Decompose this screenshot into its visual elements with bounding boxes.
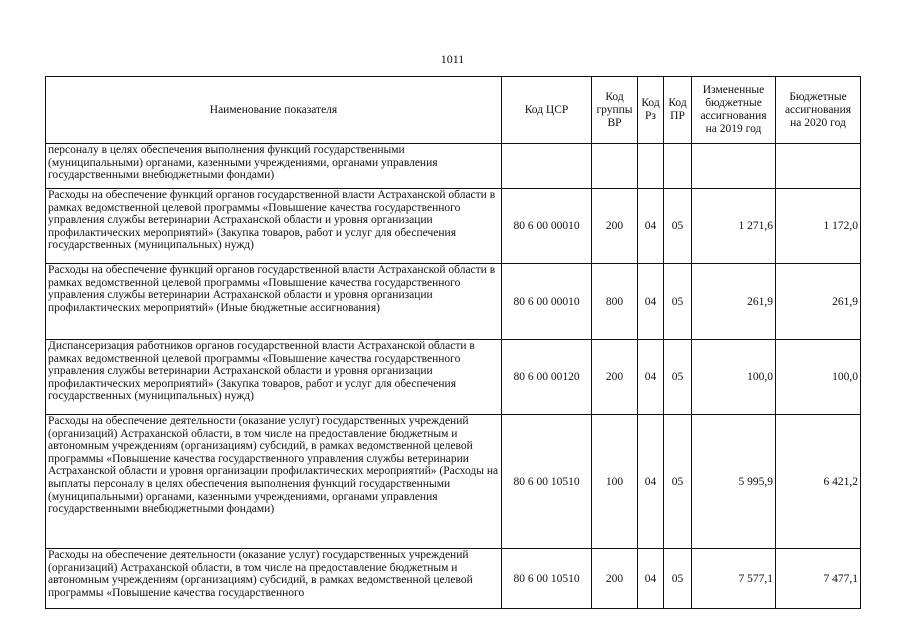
row-csr: 80 6 00 00010 xyxy=(502,264,592,340)
page-number: 1011 xyxy=(440,52,465,66)
header-2019: Измененные бюджетные ассигнования на 2019 год xyxy=(692,77,776,144)
header-rz: Код Рз xyxy=(638,77,664,144)
row-vr: 200 xyxy=(592,549,638,609)
row-2020: 7 477,1 xyxy=(776,549,861,609)
budget-table xyxy=(45,76,861,609)
header-vr: Код группы ВР xyxy=(592,77,638,144)
row-pr: 05 xyxy=(664,415,692,549)
table-row xyxy=(46,189,861,264)
table-row xyxy=(46,549,861,609)
row-rz: 04 xyxy=(638,264,664,340)
row-csr: 80 6 00 10510 xyxy=(502,549,592,609)
row-vr: 200 xyxy=(592,189,638,264)
row-rz: 04 xyxy=(638,189,664,264)
row-2020: 261,9 xyxy=(776,264,861,340)
row-csr: 80 6 00 00120 xyxy=(502,340,592,415)
header-pr: Код ПР xyxy=(664,77,692,144)
table-row xyxy=(46,340,861,415)
row-2019: 5 995,9 xyxy=(692,415,776,549)
row-2019: 7 577,1 xyxy=(692,549,776,609)
row-name: Расходы на обеспечение функций органов государственной власти Астраханской области в рамках ведомственной целевой программы «Повышение качества государственного управления службы ветеринарии Астраханской области и уровня организации профилактических мероприятий» (Закупка товаров, работ и услуг для обеспечения государственных (муниципальных) нужд) xyxy=(46,189,502,264)
row-rz: 04 xyxy=(638,415,664,549)
row-name: Расходы на обеспечение деятельности (оказание услуг) государственных учреждений (организаций) Астраханской области, в том числе на предоставление бюджетным и автономным учреждениям (организациям) субсидий, в рамках ведомственной целевой программы «Повышение качества государственного xyxy=(46,549,502,609)
row-pr: 05 xyxy=(664,549,692,609)
row-pr: 05 xyxy=(664,264,692,340)
row-vr: 100 xyxy=(592,415,638,549)
row-2020: 100,0 xyxy=(776,340,861,415)
header-2020: Бюджетные ассигнования на 2020 год xyxy=(776,77,861,144)
row-2019: 261,9 xyxy=(692,264,776,340)
row-pr: 05 xyxy=(664,189,692,264)
row-vr: 200 xyxy=(592,340,638,415)
row-pr: 05 xyxy=(664,340,692,415)
header-csr: Код ЦСР xyxy=(502,77,592,144)
row-name: Расходы на обеспечение деятельности (оказание услуг) государственных учреждений (организаций) Астраханской области, в том числе на предоставление бюджетным и автономным учреждениям (организациям) субсидий, в рамках ведомственной целевой программы «Повышение качества государственного управления службы ветеринарии Астраханской области и уровня организации профилактических мероприятий» (Расходы на выплаты персоналу в целях обеспечения выполнения функций государственными (муниципальными) органами, казенными учреждениями, органами управления государственными внебюджетными фондами) xyxy=(46,415,502,549)
row-vr: 800 xyxy=(592,264,638,340)
row-name: Диспансеризация работников органов государственной власти Астраханской области в рамках ведомственной целевой программы «Повышение качества государственного управления службы ветеринарии Астраханской области и уровня организации профилактических мероприятий» (Закупка товаров, работ и услуг для обеспечения государственных (муниципальных) нужд) xyxy=(46,340,502,415)
continuation-text: персоналу в целях обеспечения выполнения функций государственными (муниципальными) органами, казенными учреждениями, органами управления государственными внебюджетными фондами) xyxy=(46,144,502,189)
table-row xyxy=(46,264,861,340)
row-2019: 100,0 xyxy=(692,340,776,415)
row-2020: 1 172,0 xyxy=(776,189,861,264)
continuation-row xyxy=(46,144,861,189)
header-row xyxy=(46,77,861,144)
row-2019: 1 271,6 xyxy=(692,189,776,264)
header-name: Наименование показателя xyxy=(46,77,502,144)
table-row xyxy=(46,415,861,549)
row-rz: 04 xyxy=(638,340,664,415)
row-csr: 80 6 00 10510 xyxy=(502,415,592,549)
row-2020: 6 421,2 xyxy=(776,415,861,549)
row-name: Расходы на обеспечение функций органов государственной власти Астраханской области в рамках ведомственной целевой программы «Повышение качества государственного управления службы ветеринарии Астраханской области и уровня организации профилактических мероприятий» (Иные бюджетные ассигнования) xyxy=(46,264,502,340)
row-rz: 04 xyxy=(638,549,664,609)
row-csr: 80 6 00 00010 xyxy=(502,189,592,264)
